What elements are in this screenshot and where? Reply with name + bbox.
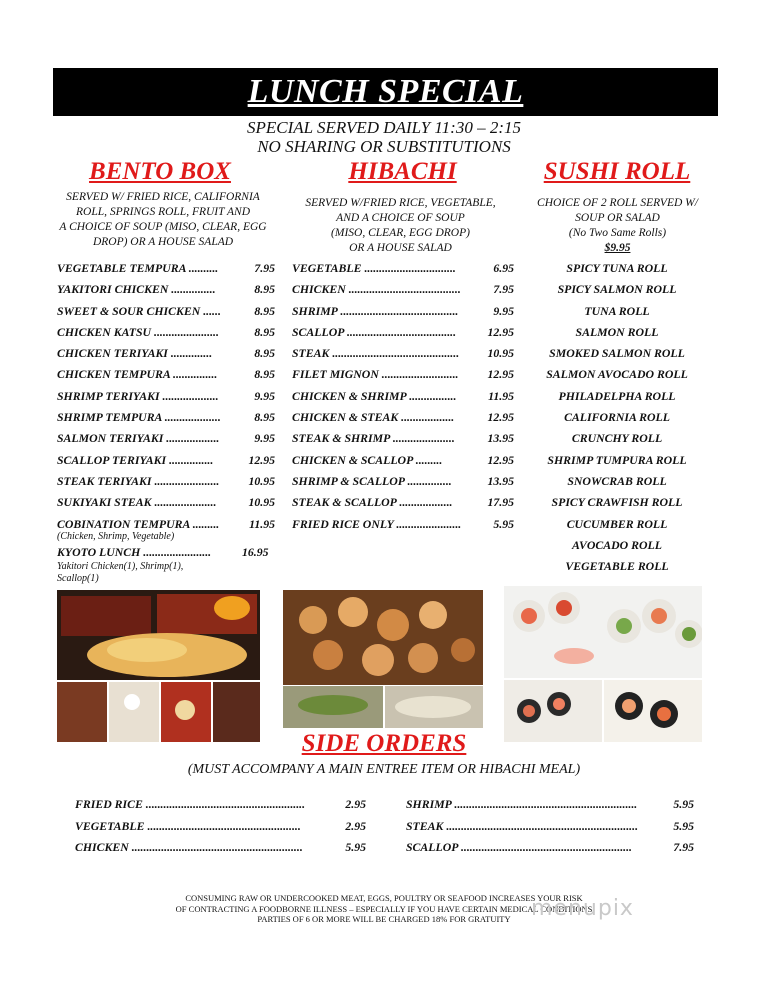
list-item: TUNA ROLL [584, 303, 650, 318]
item-name: SHRIMP TERIYAKI ................... [57, 388, 219, 403]
item-price: 12.95 [487, 367, 514, 382]
list-item [57, 495, 275, 516]
item-price: 17.95 [487, 495, 514, 510]
item-price: 8.95 [254, 367, 275, 382]
side-list-left [75, 797, 366, 862]
list-item: PHILADELPHA ROLL [558, 388, 676, 403]
disclaimer-line: CONSUMING RAW OR UNDERCOOKED MEAT, EGGS, POULTRY OR SEAFOOD INCREASES YOUR RISK [185, 893, 583, 903]
list-item [406, 840, 694, 862]
item-price: 7.95 [673, 840, 694, 854]
list-item: AVOCADO ROLL [572, 537, 662, 552]
hibachi-title: HIBACHI [348, 158, 457, 185]
item-name: SHRIMP & SCALLOP ............... [292, 473, 452, 488]
list-item: SPICY TUNA ROLL [566, 261, 668, 275]
item-name: SHRIMP TEMPURA ................... [57, 410, 221, 425]
side-orders-title: SIDE ORDERS [301, 730, 467, 757]
disclaimer-line: OF CONTRACTING A FOODBORNE ILLNESS – ESPECIALLY IF YOU HAVE CERTAIN MEDICAL CONDITIONS [175, 903, 593, 914]
item-name: SCALLOP TERIYAKI ............... [57, 452, 214, 467]
bento-description [52, 190, 274, 250]
item-price: 12.95 [487, 410, 514, 425]
kyoto-item [57, 545, 275, 560]
sushi-description [510, 196, 725, 256]
sushi-price: $9.95 [604, 242, 631, 254]
list-item [292, 261, 514, 282]
list-item: SALMON ROLL [575, 324, 659, 339]
list-item [292, 410, 514, 431]
hibachi-photo-graphic [283, 590, 483, 728]
item-name: CHICKEN TERIYAKI .............. [57, 346, 213, 361]
hibachi-list [292, 261, 514, 538]
list-item [292, 453, 514, 474]
hours-line: SPECIAL SERVED DAILY 11:30 – 2:15 [246, 118, 521, 137]
list-item [75, 819, 366, 841]
item-name: CHICKEN .......................................................... [75, 840, 303, 854]
list-item [292, 367, 514, 388]
page-title: LUNCH SPECIAL [247, 73, 524, 110]
item-price: 8.95 [254, 410, 275, 425]
kyoto-note-line: Yakitori Chicken(1), Shrimp(1), [57, 561, 184, 572]
hibachi-description [288, 196, 513, 256]
hibachi-desc-line: SERVED W/FRIED RICE, VEGETABLE, [305, 197, 496, 209]
item-name: SCALLOP ..................................... [292, 324, 457, 339]
bento-desc-line: A CHOICE OF SOUP (MISO, CLEAR, EGG [59, 221, 267, 233]
side-orders-note: (MUST ACCOMPANY A MAIN ENTREE ITEM OR HIBACHI MEAL) [187, 762, 581, 777]
item-price: 7.95 [254, 261, 275, 275]
item-price: 7.95 [493, 282, 514, 297]
bento-photo-graphic [57, 590, 260, 742]
bento-desc-line: DROP) OR A HOUSE SALAD [92, 236, 234, 248]
sushi-list [512, 261, 722, 580]
item-name: CHICKEN & STEAK .................. [292, 410, 455, 425]
list-item: VEGETABLE ROLL [565, 559, 669, 574]
item-name: VEGETABLE .................................................... [75, 818, 301, 833]
list-item: SNOWCRAB ROLL [567, 473, 667, 488]
sushi-desc-line: CHOICE OF 2 ROLL SERVED W/ [537, 197, 698, 209]
side-list-right [406, 797, 694, 862]
list-item: SALMON AVOCADO ROLL [546, 367, 688, 382]
list-item [57, 282, 275, 303]
item-name: SCALLOP .......................................................... [406, 840, 633, 854]
item-name: VEGETABLE ............................... [292, 261, 456, 275]
list-item [292, 517, 514, 538]
title-banner [53, 68, 718, 116]
item-price: 13.95 [487, 473, 514, 488]
item-name: SWEET & SOUR CHICKEN ...... [57, 303, 221, 318]
item-name: STEAK ................................................................. [406, 818, 639, 833]
list-item [75, 797, 366, 819]
list-item [292, 495, 514, 516]
list-item [292, 389, 514, 410]
kyoto-note [57, 561, 183, 585]
list-item [406, 819, 694, 841]
item-price: 11.95 [249, 516, 275, 531]
item-price: 5.95 [345, 840, 366, 854]
list-item [406, 797, 694, 819]
list-item [57, 431, 275, 452]
item-name: FRIED RICE ONLY ...................... [292, 516, 462, 531]
item-price: 9.95 [493, 303, 514, 318]
item-price: 5.95 [493, 516, 514, 531]
item-name: SUKIYAKI STEAK ..................... [57, 495, 217, 510]
list-item [292, 431, 514, 452]
item-name: STEAK ........................................... [292, 346, 460, 361]
list-item: SPICY SALMON ROLL [557, 282, 677, 297]
bento-list [57, 261, 275, 538]
item-name: STEAK TERIYAKI ...................... [57, 473, 220, 488]
hibachi-desc-line: OR A HOUSE SALAD [349, 242, 452, 254]
list-item [75, 840, 366, 862]
disclaimer [0, 893, 768, 925]
item-price: 9.95 [254, 388, 275, 403]
list-item [57, 325, 275, 346]
watermark: menupix [531, 896, 634, 921]
list-item [292, 282, 514, 303]
item-name: SHRIMP .............................................................. [406, 797, 638, 811]
list-item: CUCUMBER ROLL [566, 516, 668, 531]
list-item [57, 474, 275, 495]
list-item [57, 346, 275, 367]
list-item [292, 346, 514, 367]
sushi-photo [504, 586, 702, 742]
item-name: YAKITORI CHICKEN ............... [57, 282, 216, 297]
item-name: STEAK & SCALLOP .................. [292, 495, 453, 510]
list-item: SMOKED SALMON ROLL [549, 346, 685, 361]
item-price: 13.95 [487, 431, 514, 446]
item-price: 8.95 [254, 324, 275, 339]
item-name: CHICKEN ...................................... [292, 282, 461, 297]
item-price: 8.95 [254, 282, 275, 297]
item-price: 2.95 [345, 818, 366, 833]
list-item: CALIFORNIA ROLL [564, 410, 670, 425]
item-name: CHICKEN KATSU ...................... [57, 324, 219, 339]
list-item: CRUNCHY ROLL [571, 431, 663, 446]
combo-note: (Chicken, Shrimp, Vegetable) [57, 531, 175, 542]
item-price: 5.95 [673, 797, 694, 811]
item-name: STEAK & SHRIMP ..................... [292, 431, 455, 446]
item-price: 10.95 [248, 495, 275, 510]
item-price: 10.95 [487, 346, 514, 361]
sushi-title: SUSHI ROLL [543, 158, 691, 185]
item-price: 12.95 [487, 452, 514, 467]
item-name: FILET MIGNON .......................... [292, 367, 459, 382]
item-name: CHICKEN & SHRIMP ................ [292, 388, 457, 403]
item-price: 8.95 [254, 303, 275, 318]
item-price: 12.95 [487, 324, 514, 339]
list-item [57, 453, 275, 474]
item-price: 10.95 [248, 473, 275, 488]
list-item [292, 304, 514, 325]
list-item [57, 410, 275, 431]
item-price: 2.95 [345, 797, 366, 811]
item-price: 8.95 [254, 346, 275, 361]
hibachi-desc-line: AND A CHOICE OF SOUP [336, 212, 465, 224]
item-name: KYOTO LUNCH ....................... [57, 545, 212, 559]
item-name: SHRIMP ........................................ [292, 303, 459, 318]
list-item [57, 389, 275, 410]
list-item [57, 367, 275, 388]
item-name: CHICKEN & SCALLOP ......... [292, 452, 443, 467]
kyoto-note-line: Scallop(1) [57, 573, 99, 584]
policy-line: NO SHARING OR SUBSTITUTIONS [257, 137, 511, 156]
item-price: 11.95 [488, 388, 514, 403]
list-item [292, 325, 514, 346]
bento-title: BENTO BOX [89, 158, 231, 185]
sushi-photo-graphic [504, 586, 702, 742]
list-item: SPICY CRAWFISH ROLL [551, 495, 683, 510]
sushi-desc-line: SOUP OR SALAD [575, 212, 660, 224]
list-item [57, 261, 275, 282]
hibachi-desc-line: (MISO, CLEAR, EGG DROP) [331, 227, 470, 239]
item-name: SALMON TERIYAKI .................. [57, 431, 220, 446]
item-price: 9.95 [254, 431, 275, 446]
item-price: 12.95 [248, 452, 275, 467]
list-item: SHRIMP TUMPURA ROLL [547, 452, 687, 467]
item-price: 6.95 [493, 261, 514, 275]
item-price: 5.95 [673, 818, 694, 833]
bento-photo [57, 590, 260, 742]
hibachi-photo [283, 590, 483, 728]
item-name: FRIED RICE ...................................................... [75, 797, 306, 811]
item-price: 16.95 [242, 545, 269, 559]
list-item [57, 304, 275, 325]
item-name: VEGETABLE TEMPURA .......... [57, 261, 219, 275]
item-name: COBINATION TEMPURA ......... [57, 516, 220, 531]
item-name: CHICKEN TEMPURA ............... [57, 367, 218, 382]
bento-desc-line: SERVED W/ FRIED RICE, CALIFORNIA [66, 191, 260, 203]
list-item [292, 474, 514, 495]
sushi-desc-note: (No Two Same Rolls) [568, 227, 667, 239]
bento-desc-line: ROLL, SPRINGS ROLL, FRUIT AND [75, 206, 250, 218]
disclaimer-line: PARTIES OF 6 OR MORE WILL BE CHARGED 18% FOR GRATUITY [257, 914, 511, 924]
